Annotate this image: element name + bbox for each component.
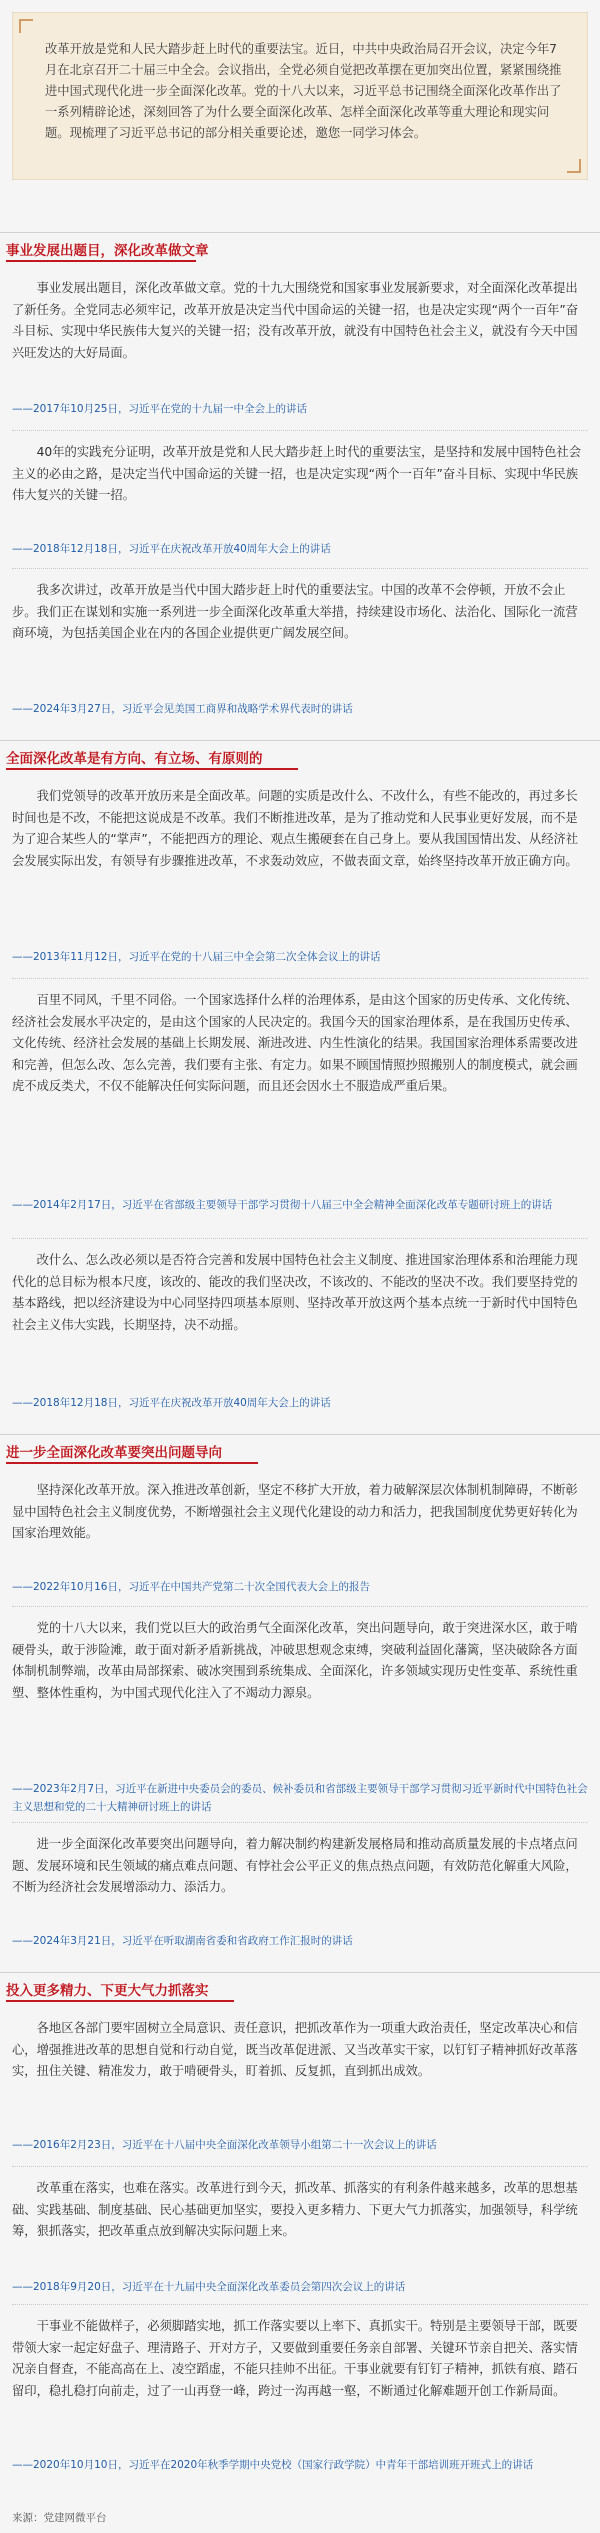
quote-paragraph: 改什么、怎么改必须以是否符合完善和发展中国特色社会主义制度、推进国家治理体系和治理能力现代化的总目标为根本尺度，该改的、能改的我们坚决改，不该改的、不能改的坚决不改。我们要坚持党的基本路线，把以经济建设为中心同坚持四项基本原则、坚持改革开放这两个基本点统一于新时代中国特色社会主义伟大实践，长期坚持，决不动摇。 [12, 1253, 578, 1332]
section-title [0, 1972, 600, 2002]
divider [0, 1972, 600, 1973]
corner-decoration [19, 19, 33, 33]
quote-paragraph: 百里不同风，千里不同俗。一个国家选择什么样的治理体系，是由这个国家的历史传承、文化传统、经济社会发展水平决定的，是由这个国家的人民决定的。我国今天的国家治理体系，是在我国历史传承、文化传统、经济社会发展的基础上长期发展、渐进改进、内生性演化的结果。我国国家治理体系需要改进和完善，但怎么改、怎么完善，我们要有主张、有定力。如果不顾国情照抄照搬别人的制度模式，就会画虎不成反类犬，不仅不能解决任何实际问题，而且还会因水土不服造成严重后果。 [12, 993, 578, 1093]
section-title [0, 1434, 600, 1464]
quote-paragraph: 进一步全面深化改革要突出问题导向，着力解决制约构建新发展格局和推动高质量发展的卡点堵点问题、发展环境和民生领域的痛点难点问题、有悖社会公平正义的焦点热点问题，有效防范化解重大风险，不断为经济社会发展增添动力、添活力。 [12, 1837, 578, 1894]
divider [0, 232, 600, 233]
divider [0, 740, 600, 741]
quote-source: ——2017年10月25日，习近平在党的十九届一中全会上的讲话 [12, 403, 307, 415]
divider [12, 568, 588, 569]
quote-paragraph: 坚持深化改革开放。深入推进改革创新，坚定不移扩大开放，着力破解深层次体制机制障碍，不断彰显中国特色社会主义制度优势，不断增强社会主义现代化建设的动力和活力，把我国制度优势更好转化为国家治理效能。 [12, 1483, 578, 1540]
section-title [0, 232, 600, 262]
section-title-text: 事业发展出题目，深化改革做文章 [6, 243, 209, 259]
divider [12, 978, 588, 979]
divider [12, 1822, 588, 1823]
divider [0, 1434, 600, 1435]
quote-source: ——2024年3月27日，习近平会见美国工商界和战略学术界代表时的讲话 [12, 703, 353, 715]
quote-source: ——2018年12月18日，习近平在庆祝改革开放40周年大会上的讲话 [12, 543, 331, 555]
source-footer: 来源：党建网微平台 [12, 2512, 107, 2524]
quote-source: ——2018年9月20日，习近平在十九届中央全面深化改革委员会第四次会议上的讲话 [12, 2281, 406, 2293]
section-title-underline [6, 260, 196, 262]
quote-paragraph: 改革重在落实，也难在落实。改革进行到今天，抓改革、抓落实的有利条件越来越多，改革的思想基础、实践基础、制度基础、民心基础更加坚实，要投入更多精力、下更大气力抓落实，加强领导，科学统筹，狠抓落实，把改革重点放到解决实际问题上来。 [12, 2181, 578, 2238]
section-title-underline [6, 2000, 234, 2002]
quote-source: ——2024年3月21日，习近平在听取湖南省委和省政府工作汇报时的讲话 [12, 1935, 353, 1947]
divider [12, 430, 588, 431]
quote-source: ——2013年11月12日，习近平在党的十八届三中全会第二次全体会议上的讲话 [12, 951, 381, 963]
quote-source: ——2016年2月23日，习近平在十八届中央全面深化改革领导小组第二十一次会议上的讲话 [12, 2139, 437, 2151]
quote-paragraph: 我多次讲过，改革开放是当代中国大踏步赶上时代的重要法宝。中国的改革不会停顿，开放不会止步。我们正在谋划和实施一系列进一步全面深化改革重大举措，持续建设市场化、法治化、国际化一流营商环境，为包括美国企业在内的各国企业提供更广阔发展空间。 [12, 583, 578, 640]
quote-paragraph: 我们党领导的改革开放历来是全面改革。问题的实质是改什么、不改什么，有些不能改的，再过多长时间也是不改，不能把这说成是不改革。我们不断推进改革，是为了推动党和人民事业更好发展，而不是为了迎合某些人的“掌声”，不能把西方的理论、观点生搬硬套在自己身上。要从我国国情出发、从经济社会发展实际出发，有领导有步骤推进改革，不求轰动效应，不做表面文章，始终坚持改革开放正确方向。 [12, 789, 579, 868]
divider [12, 2304, 588, 2305]
divider [12, 2166, 588, 2167]
quote-paragraph: 党的十八大以来，我们党以巨大的政治勇气全面深化改革，突出问题导向，敢于突进深水区，敢于啃硬骨头，敢于涉险滩，敢于面对新矛盾新挑战，冲破思想观念束缚，突破利益固化藩篱，坚决破除各方面体制机制弊端，改革由局部探索、破冰突围到系统集成、全面深化，许多领域实现历史性变革、系统性重塑、整体性重构，为中国式现代化注入了不竭动力源泉。 [12, 1621, 578, 1700]
quote-paragraph: 各地区各部门要牢固树立全局意识、责任意识，把抓改革作为一项重大政治责任，坚定改革决心和信心，增强推进改革的思想自觉和行动自觉，既当改革促进派、又当改革实干家，以钉钉子精神抓好改革落实，扭住关键、精准发力，敢于啃硬骨头，盯着抓、反复抓，直到抓出成效。 [12, 2021, 578, 2078]
section-title-text: 全面深化改革是有方向、有立场、有原则的 [6, 751, 263, 767]
intro-text: 改革开放是党和人民大踏步赶上时代的重要法宝。近日，中共中央政治局召开会议，决定今年7月在北京召开二十届三中全会。会议指出，全党必须自觉把改革摆在更加突出位置，紧紧围绕推进中国式现代化进一步全面深化改革。党的十八大以来，习近平总书记围绕全面深化改革作出了一系列精辟论述，深刻回答了为什么要全面深化改革、怎样全面深化改革等重大理论和现实问题。现梳理了习近平总书记的部分相关重要论述，邀您一同学习体会。 [45, 42, 562, 140]
section-title-text: 投入更多精力、下更大气力抓落实 [6, 1983, 209, 1999]
quote-paragraph: 40年的实践充分证明，改革开放是党和人民大踏步赶上时代的重要法宝，是坚持和发展中国特色社会主义的必由之路，是决定当代中国命运的关键一招，也是决定实现“两个一百年”奋斗目标、实现中华民族伟大复兴的关键一招。 [12, 445, 582, 502]
section-title [0, 740, 600, 770]
corner-decoration [567, 159, 581, 173]
quote-source: ——2023年2月7日，习近平在新进中央委员会的委员、候补委员和省部级主要领导干部学习贯彻习近平新时代中国特色社会主义思想和党的二十大精神研讨班上的讲话 [12, 1783, 588, 1813]
quote-source: ——2020年10月10日，习近平在2020年秋季学期中央党校（国家行政学院）中青年干部培训班开班式上的讲话 [12, 2459, 534, 2471]
intro-box [12, 12, 588, 180]
quote-paragraph: 事业发展出题目，深化改革做文章。党的十九大围绕党和国家事业发展新要求，对全面深化改革提出了新任务。全党同志必须牢记，改革开放是决定当代中国命运的关键一招，也是决定实现“两个一百年”奋斗目标、实现中华民族伟大复兴的关键一招；没有改革开放，就没有中国特色社会主义，就没有今天中国兴旺发达的大好局面。 [12, 281, 579, 360]
divider [12, 1238, 588, 1239]
quote-source: ——2018年12月18日，习近平在庆祝改革开放40周年大会上的讲话 [12, 1397, 331, 1409]
quote-paragraph: 干事业不能做样子，必须脚踏实地，抓工作落实要以上率下、真抓实干。特别是主要领导干部，既要带领大家一起定好盘子、理清路子、开对方子，又要做到重要任务亲自部署、关键环节亲自把关、落实情况亲自督查，不能高高在上、凌空蹈虚，不能只挂帅不出征。干事业就要有钉钉子精神，抓铁有痕、踏石留印，稳扎稳打向前走，过了一山再登一峰，跨过一沟再越一壑，不断通过化解难题开创工作新局面。 [12, 2319, 578, 2398]
quote-source: ——2022年10月16日，习近平在中国共产党第二十次全国代表大会上的报告 [12, 1581, 370, 1593]
section-title-underline [6, 1462, 258, 1464]
section-title-text: 进一步全面深化改革要突出问题导向 [6, 1445, 222, 1461]
section-title-underline [6, 768, 298, 770]
quote-source: ——2014年2月17日，习近平在省部级主要领导干部学习贯彻十八届三中全会精神全面深化改革专题研讨班上的讲话 [12, 1199, 553, 1211]
divider [12, 1606, 588, 1607]
